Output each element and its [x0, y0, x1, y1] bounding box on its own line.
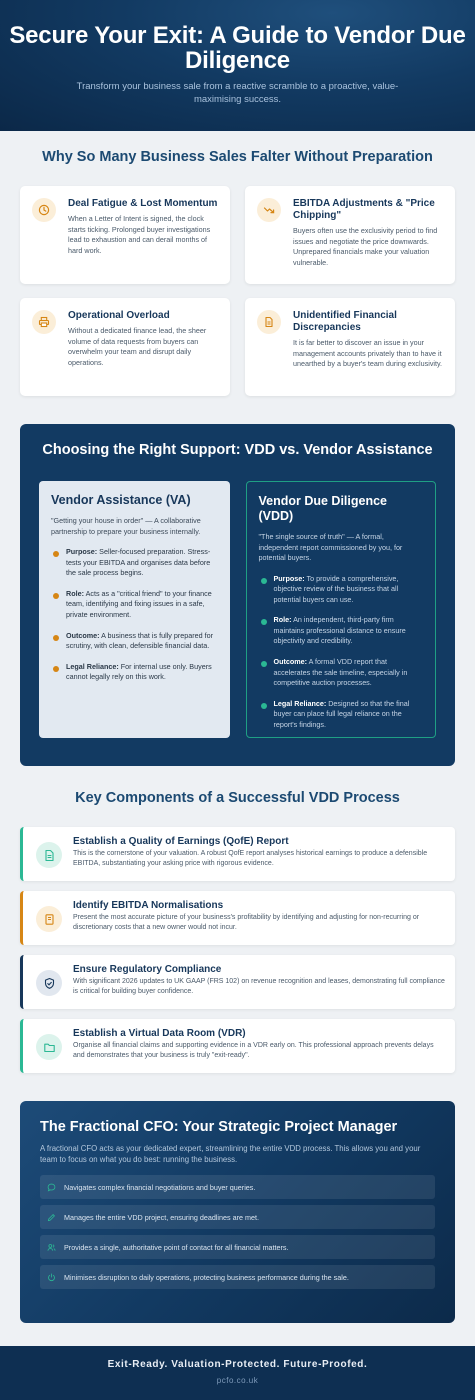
va-point: Legal Reliance: For internal use only. Buyers cannot legally rely on this work.: [51, 662, 218, 683]
problem-card: [20, 186, 230, 284]
problem-card-title: Operational Overload: [68, 310, 170, 321]
component-title: Establish a Quality of Earnings (QofE) Report: [73, 836, 289, 847]
cfo-benefit-text: Minimises disruption to daily operations, protecting business performance during the sale.: [64, 1272, 349, 1282]
va-point: Role: Acts as a "critical friend" to your finance team, identifying and fixing issues in a safe, private environment.: [51, 589, 218, 621]
problem-card-text: Buyers often use the exclusivity period to find issues and negotiate the price downwards. Unprepared financials make your valuation vulnerable.: [293, 226, 438, 267]
component-text: This is the cornerstone of your valuation. A robust QofE report analyses historical earnings to produce a defensible EBITDA, substantiating your asking price with rigorous evidence.: [73, 850, 428, 868]
ledger-icon: [36, 906, 62, 932]
trend-down-icon: [257, 198, 281, 222]
cfo-benefit-row: [40, 1235, 435, 1259]
components-section: [0, 766, 475, 1073]
va-point: Outcome: A business that is fully prepared for scrutiny, with clean, defensible financial data.: [51, 631, 218, 652]
cfo-benefit-row: [40, 1175, 435, 1199]
bullet-dot-icon: [53, 551, 59, 557]
vdd-intro: "The single source of truth" — A formal, independent report commissioned by you, for potential buyers.: [258, 532, 403, 562]
bullet-dot-icon: [53, 593, 59, 599]
bullet-dot-icon: [261, 619, 267, 625]
va-intro: "Getting your house in order" — A collaborative partnership to prepare your business internally.: [51, 516, 201, 536]
page-subtitle: Transform your business sale from a reactive scramble to a proactive, value-maximising success.: [76, 81, 399, 105]
why-section: [0, 131, 475, 396]
component-item: [20, 827, 455, 881]
support-comparison-section: [20, 424, 455, 766]
bullet-dot-icon: [261, 661, 267, 667]
cfo-benefit-text: Navigates complex financial negotiations and buyer queries.: [64, 1182, 256, 1192]
vdd-point: Role: An independent, third-party firm maintains professional distance to ensure objectivity and credibility.: [259, 615, 424, 647]
footer: [0, 1346, 475, 1400]
bullet-dot-icon: [261, 703, 267, 709]
components-section-title: Key Components of a Successful VDD Process: [75, 790, 400, 806]
problem-card-text: It is far better to discover an issue in your management accounts privately than to have it unearthed by a buyer's team during exclusivity.: [293, 338, 443, 369]
cfo-benefit-text: Manages the entire VDD project, ensuring deadlines are met.: [64, 1212, 259, 1222]
component-item: [20, 891, 455, 945]
vdd-point: Purpose: To provide a comprehensive, objective review of the business that all potential buyers can use.: [259, 574, 424, 606]
va-point: Purpose: Seller-focused preparation. Stress-tests your EBITDA and organises data before the sale process begins.: [51, 547, 218, 579]
why-section-title: Why So Many Business Sales Falter Without Preparation: [42, 149, 433, 165]
users-icon: [47, 1243, 56, 1252]
vdd-point: Legal Reliance: Designed so that the final buyer can place full legal reliance on the report's findings.: [259, 699, 424, 731]
cfo-intro: A fractional CFO acts as your dedicated expert, streamlining the entire VDD process. This allows you and your team to focus on what you do best: running the business.: [40, 1144, 421, 1164]
problem-card-title: Unidentified Financial Discrepancies: [293, 310, 397, 333]
fractional-cfo-section: [20, 1101, 455, 1323]
clock-icon: [32, 198, 56, 222]
va-points: [51, 547, 218, 683]
component-item: [20, 1019, 455, 1073]
footer-url[interactable]: pcfo.co.uk: [216, 1376, 259, 1385]
component-title: Establish a Virtual Data Room (VDR): [73, 1028, 246, 1039]
component-title: Identify EBITDA Normalisations: [73, 900, 224, 911]
component-item: [20, 955, 455, 1009]
bullet-dot-icon: [53, 666, 59, 672]
cfo-section-title: The Fractional CFO: Your Strategic Project Manager: [40, 1119, 398, 1135]
cfo-benefit-row: [40, 1265, 435, 1289]
problem-card: [20, 298, 230, 396]
problem-card: [245, 186, 455, 284]
bullet-dot-icon: [53, 635, 59, 641]
problem-card-grid: [20, 186, 455, 396]
problem-card-text: Without a dedicated finance lead, the sheer volume of data requests from buyers can overwhelm your team and disrupt daily operations.: [68, 326, 207, 367]
component-title: Ensure Regulatory Compliance: [73, 964, 222, 975]
support-section-title: Choosing the Right Support: VDD vs. Vendor Assistance: [42, 442, 433, 458]
problem-card-title: EBITDA Adjustments & "Price Chipping": [293, 198, 435, 221]
vendor-due-diligence-panel: [246, 481, 437, 738]
printer-icon: [32, 310, 56, 334]
cfo-benefit-row: [40, 1205, 435, 1229]
page-title: Secure Your Exit: A Guide to Vendor Due Diligence: [9, 22, 466, 74]
vendor-assistance-panel: [39, 481, 230, 738]
vdd-points: [259, 574, 424, 731]
cfo-benefit-text: Provides a single, authoritative point of contact for all financial matters.: [64, 1242, 289, 1252]
chat-icon: [47, 1183, 56, 1192]
hero-banner: [0, 0, 475, 131]
bullet-dot-icon: [261, 578, 267, 584]
power-icon: [47, 1273, 56, 1282]
problem-card-title: Deal Fatigue & Lost Momentum: [68, 198, 218, 209]
component-text: With significant 2026 updates to UK GAAP (FRS 102) on revenue recognition and leases, demonstrating full compliance is critical for building buyer confidence.: [73, 978, 445, 996]
va-title: Vendor Assistance (VA): [51, 493, 191, 507]
footer-tagline: Exit-Ready. Valuation-Protected. Future-Proofed.: [107, 1359, 368, 1370]
component-text: Present the most accurate picture of your business's profitability by identifying and adjusting for non-recurring or discretionary costs that a new owner would not incur.: [73, 914, 420, 932]
document-icon: [257, 310, 281, 334]
cfo-benefit-list: [40, 1175, 435, 1289]
vdd-title: Vendor Due Diligence (VDD): [258, 494, 388, 523]
report-icon: [36, 842, 62, 868]
vdd-point: Outcome: A formal VDD report that accelerates the sale timeline, especially in competitive auction processes.: [259, 657, 424, 689]
pencil-icon: [47, 1213, 56, 1222]
components-list: [20, 827, 455, 1073]
folder-icon: [36, 1034, 62, 1060]
component-text: Organise all financial claims and supporting evidence in a VDR early on. This professional approach prevents delays and demonstrates that your business is truly "exit-ready".: [73, 1042, 434, 1060]
problem-card: [245, 298, 455, 396]
problem-card-text: When a Letter of Intent is signed, the clock starts ticking. Prolonged buyer investigations lead to exhaustion and can derail months of hard work.: [68, 214, 211, 255]
shield-check-icon: [36, 970, 62, 996]
comparison-columns: [39, 481, 436, 738]
